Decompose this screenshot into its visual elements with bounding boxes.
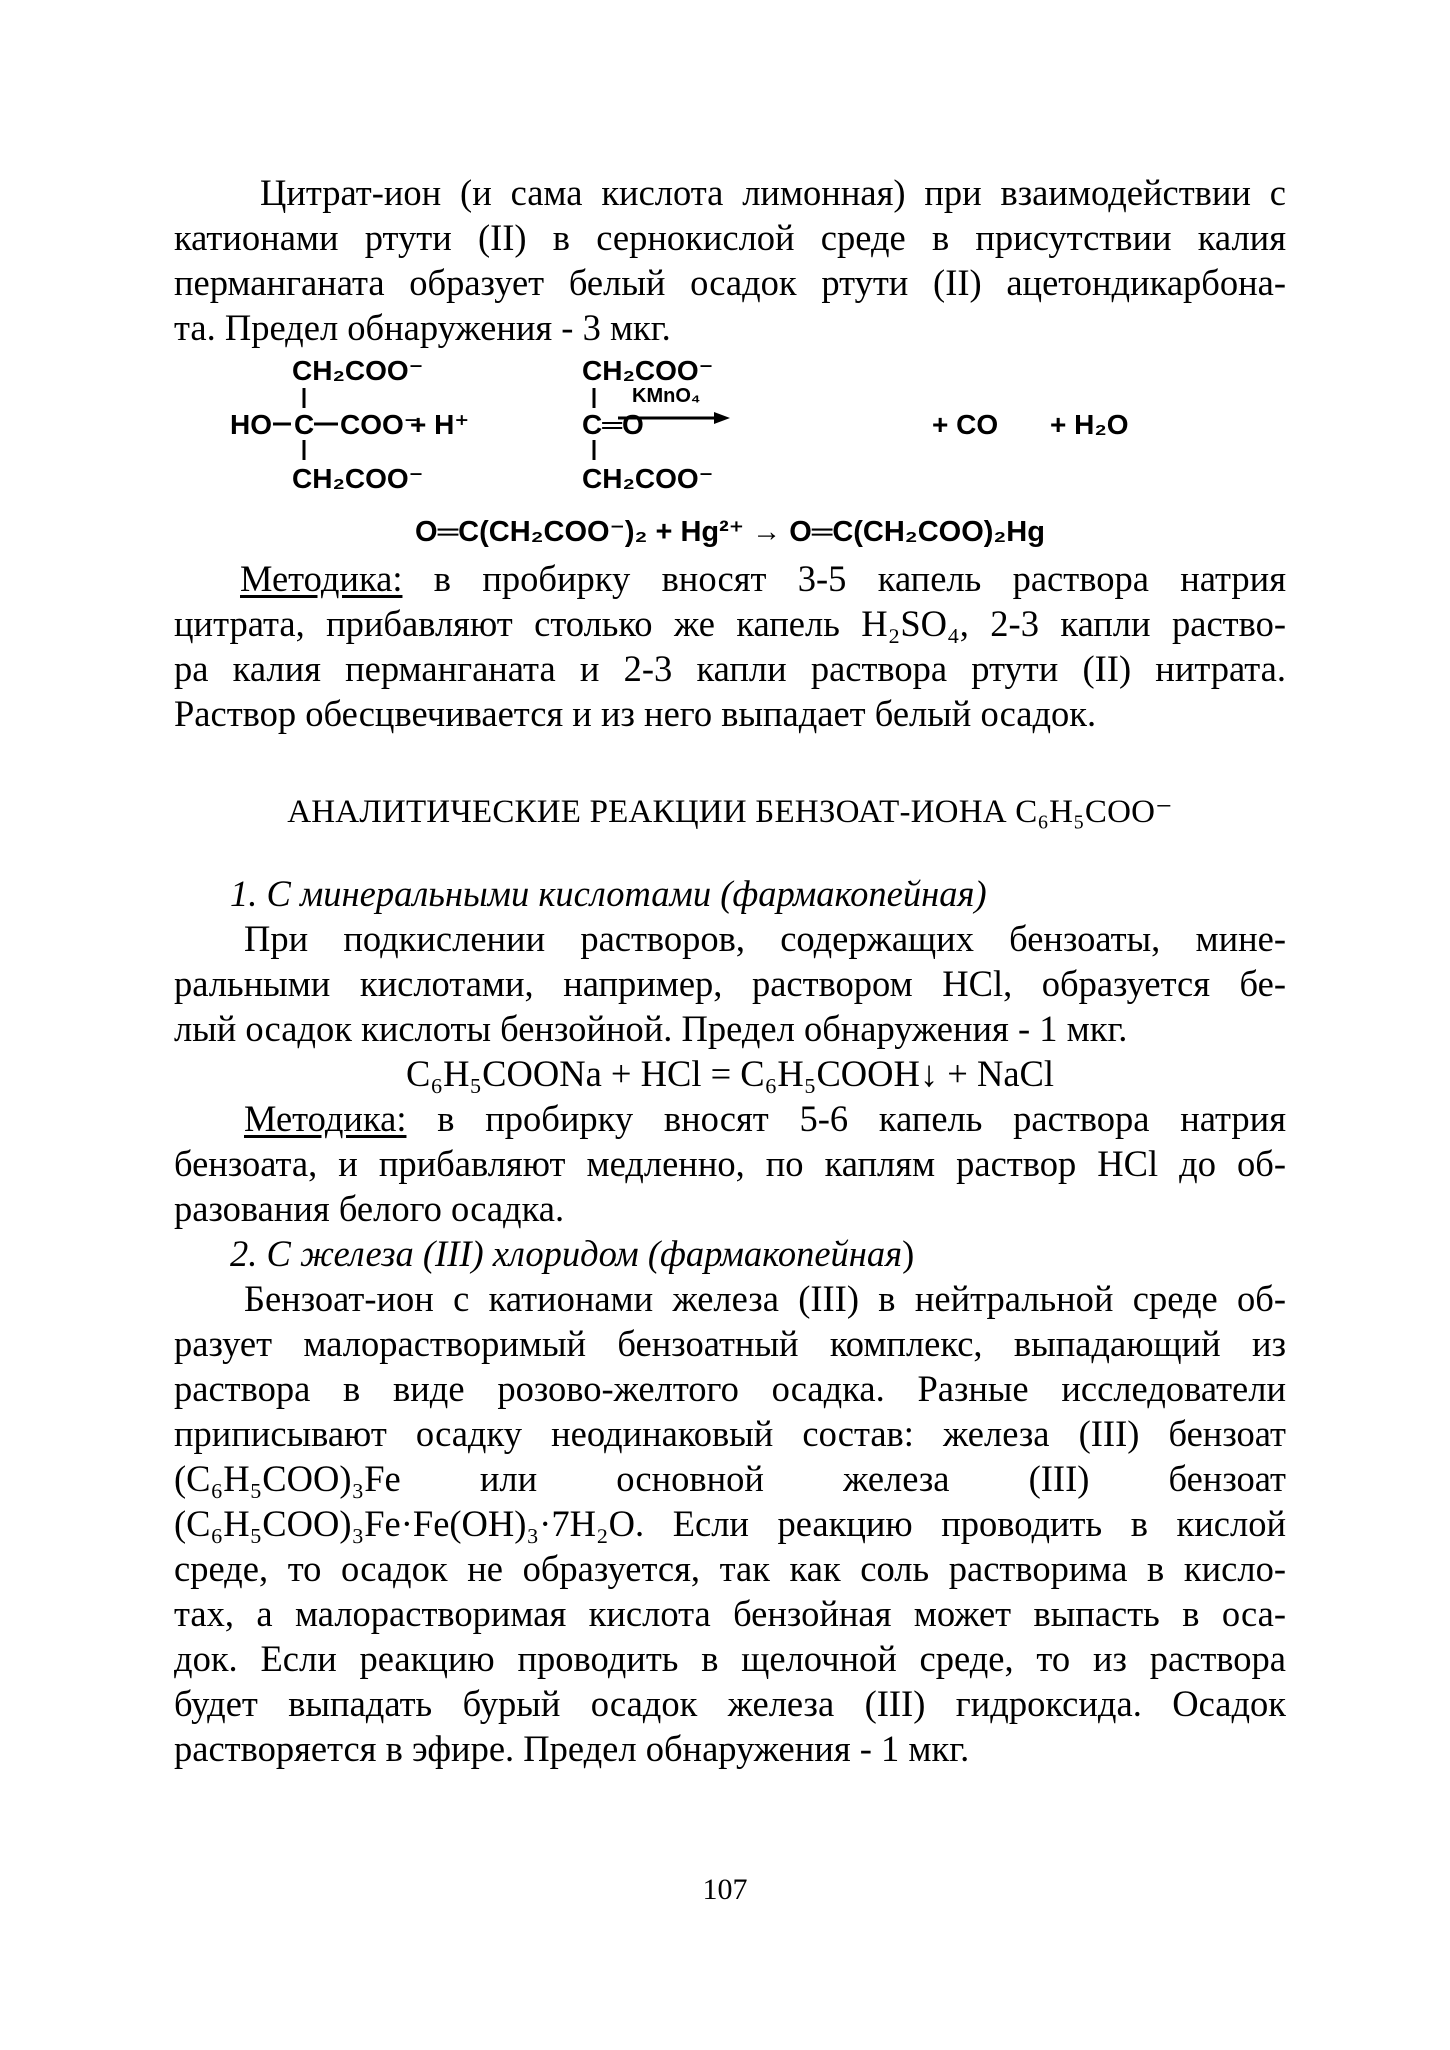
section2-line5: (C₆H₅COO)₃Fe или основной железа (III) бензоат xyxy=(174,1458,1286,1499)
section1-method-line1 xyxy=(174,1096,1286,1141)
page-content xyxy=(174,170,1286,1771)
method1-line1 xyxy=(174,556,1286,601)
section2-line8: тах, а малорастворимая кислота бензойная может выпасть в оса- xyxy=(174,1593,1286,1634)
scheme-coo: COO⁻ xyxy=(340,409,419,440)
section1-method-line3: разования белого осадка. xyxy=(174,1188,565,1229)
section2-line4: приписывают осадку неодинаковый состав: железа (III) бензоат xyxy=(174,1413,1286,1454)
scheme-arrow-head xyxy=(714,412,730,424)
paragraph-citrate-line2: катионами ртути (II) в сернокислой среде в присутствии калия xyxy=(174,217,1286,258)
section-heading: АНАЛИТИЧЕСКИЕ РЕАКЦИИ БЕНЗОАТ-ИОНА C₆H₅COO⁻ xyxy=(287,794,1173,830)
section1-equation: C₆H₅COONa + HCl = C₆H₅COOH↓ + NaCl xyxy=(406,1053,1054,1094)
section2-title-line xyxy=(174,1231,1286,1276)
scheme-top-right: CH₂COO⁻ xyxy=(582,355,714,386)
section2-title: 2. С железа (III) хлоридом (фармакопейная xyxy=(230,1233,903,1274)
scheme-mid-right: C═O xyxy=(582,409,644,440)
citrate-oxidation-scheme xyxy=(174,352,1286,508)
paragraph-citrate-line4: та. Предел обнаружения - 3 мкг. xyxy=(174,307,671,348)
method1-line2: цитрата, прибавляют столько же капель H₂SO₄, 2-3 капли раство- xyxy=(174,603,1286,644)
scheme-plus-h: + H⁺ xyxy=(410,409,470,440)
method1-line3: ра калия перманганата и 2-3 капли раствора ртути (II) нитрата. xyxy=(174,648,1286,689)
section2-line6: (C₆H₅COO)₃Fe·Fe(OH)₃·7H₂O. Если реакцию проводить в кислой xyxy=(174,1503,1286,1544)
section2-line10: будет выпадать бурый осадок железа (III) гидроксида. Осадок xyxy=(174,1683,1286,1724)
section2-line11: растворяется в эфире. Предел обнаружения - 1 мкг. xyxy=(174,1728,970,1769)
method1-label: Методика: xyxy=(240,558,403,599)
scheme-plus-co: + CO xyxy=(932,409,999,440)
section1-method-line2: бензоата, и прибавляют медленно, по каплям раствор HCl до об- xyxy=(174,1143,1286,1184)
scheme-bottom-right: CH₂COO⁻ xyxy=(582,463,714,494)
section2-line1: Бензоат-ион с катионами железа (III) в нейтральной среде об- xyxy=(244,1278,1286,1319)
section1-title: 1. С минеральными кислотами (фармакопейная) xyxy=(230,873,987,914)
page-number: 107 xyxy=(702,1873,748,1906)
scheme-arrow-label: KMnO₄ xyxy=(632,385,701,407)
section2-line7: среде, то осадок не образуется, так как соль растворима в кисло- xyxy=(174,1548,1286,1589)
scheme-ho: HO xyxy=(230,409,272,440)
scheme-top-left: CH₂COO⁻ xyxy=(292,355,424,386)
section1-line1: При подкислении растворов, содержащих бензоаты, мине- xyxy=(244,918,1286,959)
section2-line9: док. Если реакцию проводить в щелочной среде, то из раствора xyxy=(174,1638,1286,1679)
section2-title-close: ) xyxy=(902,1233,915,1274)
section1-method-text1: в пробирку вносят 5-6 капель раствора натрия xyxy=(406,1098,1286,1139)
section1-line3: лый осадок кислоты бензойной. Предел обнаружения - 1 мкг. xyxy=(174,1008,1128,1049)
scheme-plus-h2o: + H₂O xyxy=(1050,409,1129,440)
section1-line2: ральными кислотами, например, раствором HCl, образуется бе- xyxy=(174,963,1286,1004)
paragraph-citrate-line3: перманганата образует белый осадок ртути (II) ацетондикарбона- xyxy=(174,262,1286,303)
method1-text1: в пробирку вносят 3-5 капель раствора натрия xyxy=(402,558,1286,599)
scheme-bottom-left: CH₂COO⁻ xyxy=(292,463,424,494)
method1-line4: Раствор обесцвечивается и из него выпадает белый осадок. xyxy=(174,693,1097,734)
section2-line3: раствора в виде розово-желтого осадка. Разные исследователи xyxy=(174,1368,1286,1409)
section2-line2: разует малорастворимый бензоатный комплекс, выпадающий из xyxy=(174,1323,1286,1364)
section1-method-label: Методика: xyxy=(244,1098,407,1139)
scheme-drawing xyxy=(174,352,1286,508)
equation-mercury: O═C(CH₂COO⁻)₂ + Hg²⁺ → O═C(CH₂COO)₂Hg xyxy=(415,516,1045,548)
scheme-central-c: C xyxy=(294,409,315,440)
paragraph-citrate-line1: Цитрат-ион (и сама кислота лимонная) при взаимодействии с xyxy=(260,172,1286,213)
